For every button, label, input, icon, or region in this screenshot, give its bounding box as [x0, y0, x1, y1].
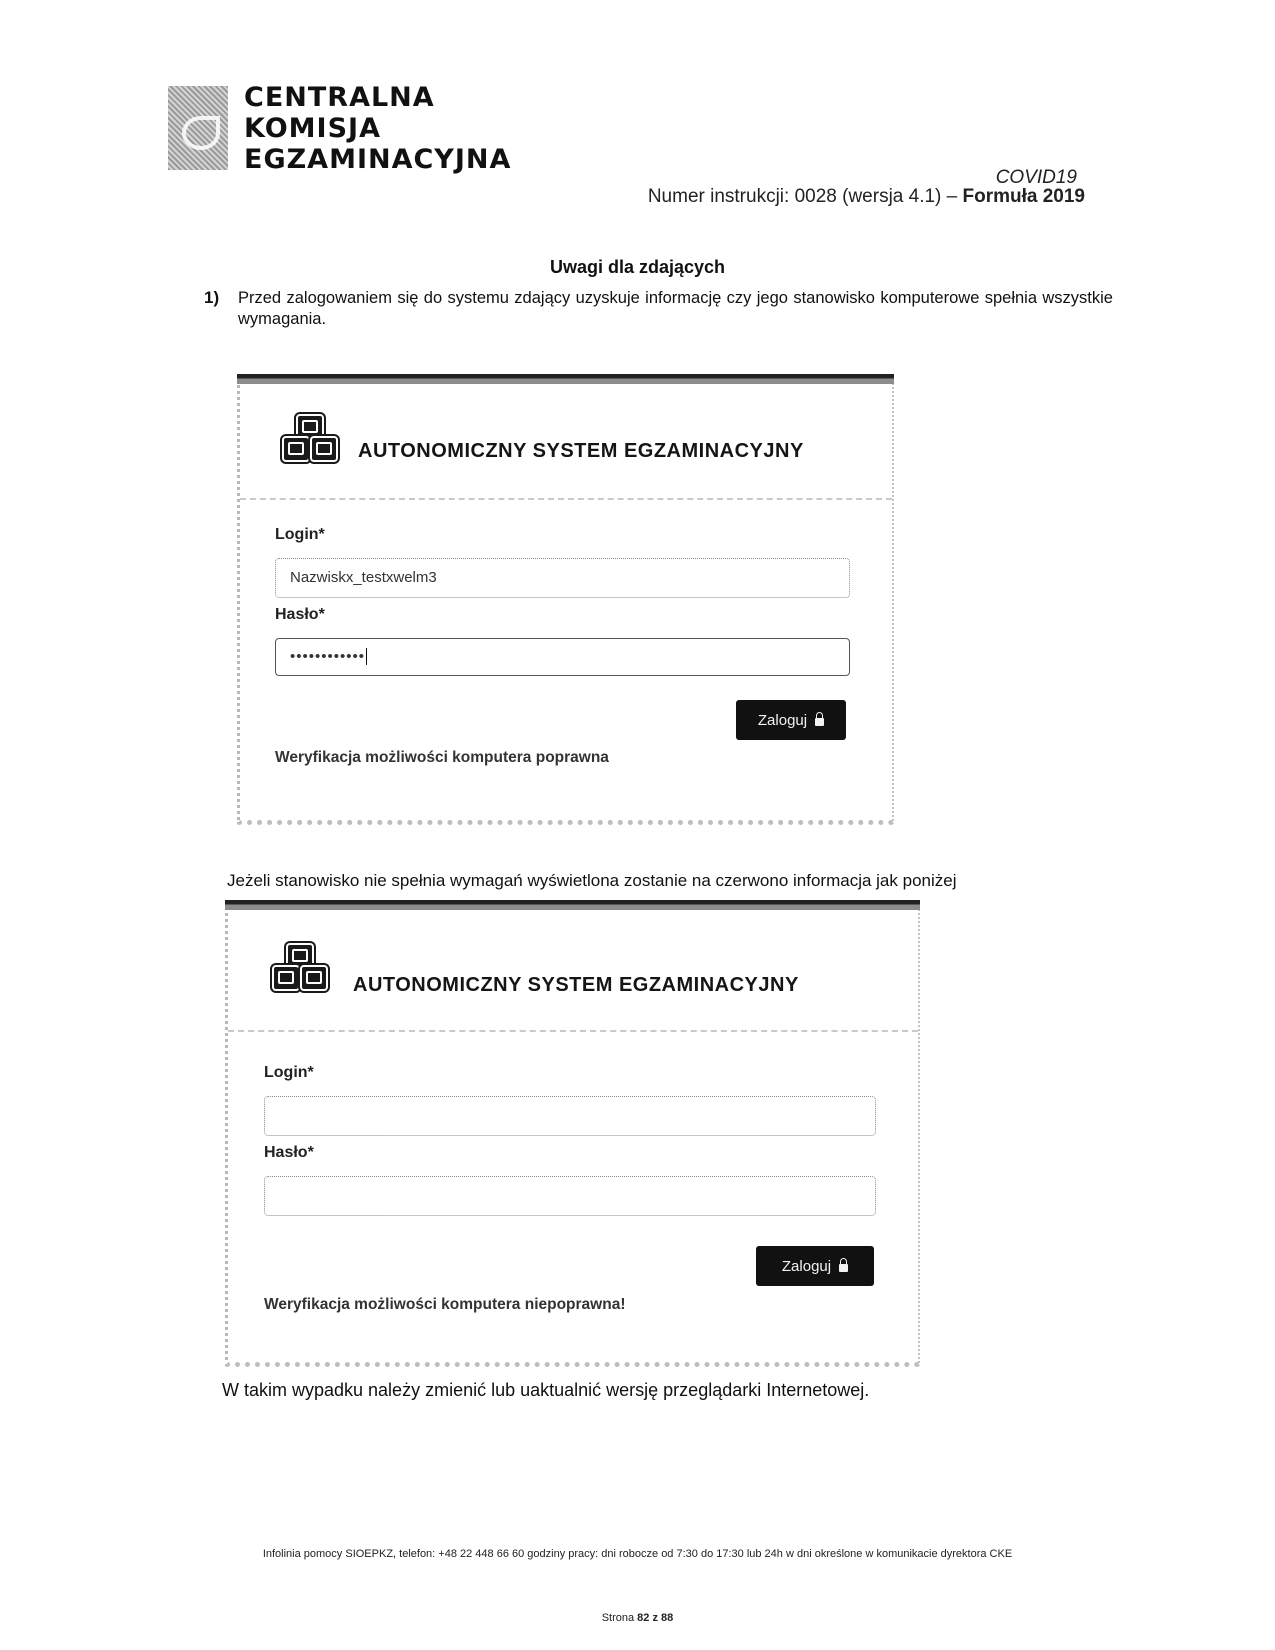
instruction-number	[648, 186, 1085, 208]
item-number: 1)	[204, 288, 220, 307]
password-input[interactable]	[275, 638, 850, 676]
login-label: Login*	[275, 526, 325, 543]
verification-status: Weryfikacja możliwości komputera poprawna	[275, 749, 609, 766]
page-number	[0, 1612, 1275, 1624]
between-text: Jeżeli stanowisko nie spełnia wymagań wyświetlona zostanie na czerwono informacja jak poniżej	[227, 871, 957, 890]
password-label: Hasło*	[264, 1144, 314, 1161]
login-button-label: Zaloguj	[757, 711, 808, 729]
header-separator	[240, 498, 892, 500]
after-text: W takim wypadku należy zmienić lub uaktualnić wersję przeglądarki Internetowej.	[222, 1380, 870, 1400]
instruction-formula: Formuła 2019	[962, 186, 1085, 207]
panel-top-border	[237, 374, 894, 384]
password-label: Hasło*	[275, 606, 325, 623]
lock-icon	[815, 718, 824, 726]
app-title: AUTONOMICZNY SYSTEM EGZAMINACYJNY	[358, 440, 804, 462]
login-label: Login*	[264, 1064, 314, 1081]
logo-line-3: EGZAMINACYJNA	[244, 144, 512, 175]
logo-line-1: CENTRALNA	[244, 82, 435, 113]
login-input-value: Nazwiskx_testxwelm3	[290, 569, 437, 586]
notes-title: Uwagi dla zdających	[549, 257, 726, 277]
panel-top-border	[225, 900, 920, 910]
item-text: Przed zalogowaniem się do systemu zdający uzyskuje informację czy jego stanowisko komputerowe spełnia wszystkie wymagania.	[238, 289, 1113, 328]
login-panel-ok	[237, 374, 894, 825]
page-prefix: Strona	[601, 1612, 635, 1624]
header-separator	[228, 1030, 918, 1032]
cubes-logo-icon	[270, 943, 328, 993]
password-input-value: ••••••••••••	[290, 648, 366, 665]
logo-line-2: KOMISJA	[244, 113, 381, 144]
footer-helpline: Infolinia pomocy SIOEPKZ, telefon: +48 22 448 66 60 godziny pracy: dni robocze od 7:30 do 17:30 lub 24h w dni określone w komunikacie dyrektora CKE	[262, 1548, 1013, 1560]
page-sep: z	[652, 1612, 658, 1624]
password-input[interactable]	[264, 1176, 876, 1216]
cubes-logo-icon	[280, 414, 338, 464]
doc-tag: COVID19	[995, 167, 1077, 188]
cke-logo-icon	[168, 86, 228, 170]
login-button[interactable]	[736, 700, 846, 740]
login-panel-fail	[225, 900, 920, 1367]
verification-status: Weryfikacja możliwości komputera niepoprawna!	[264, 1296, 626, 1313]
lock-icon	[839, 1264, 848, 1272]
instruction-prefix: Numer instrukcji: 0028 (wersja 4.1) –	[647, 186, 958, 207]
cke-logo-text	[244, 82, 511, 175]
login-input[interactable]	[264, 1096, 876, 1136]
page-total: 88	[661, 1612, 674, 1624]
login-button[interactable]	[756, 1246, 874, 1286]
login-button-label: Zaloguj	[781, 1257, 832, 1275]
app-title: AUTONOMICZNY SYSTEM EGZAMINACYJNY	[353, 974, 799, 996]
page-current: 82	[637, 1612, 650, 1624]
login-input[interactable]	[275, 558, 850, 598]
